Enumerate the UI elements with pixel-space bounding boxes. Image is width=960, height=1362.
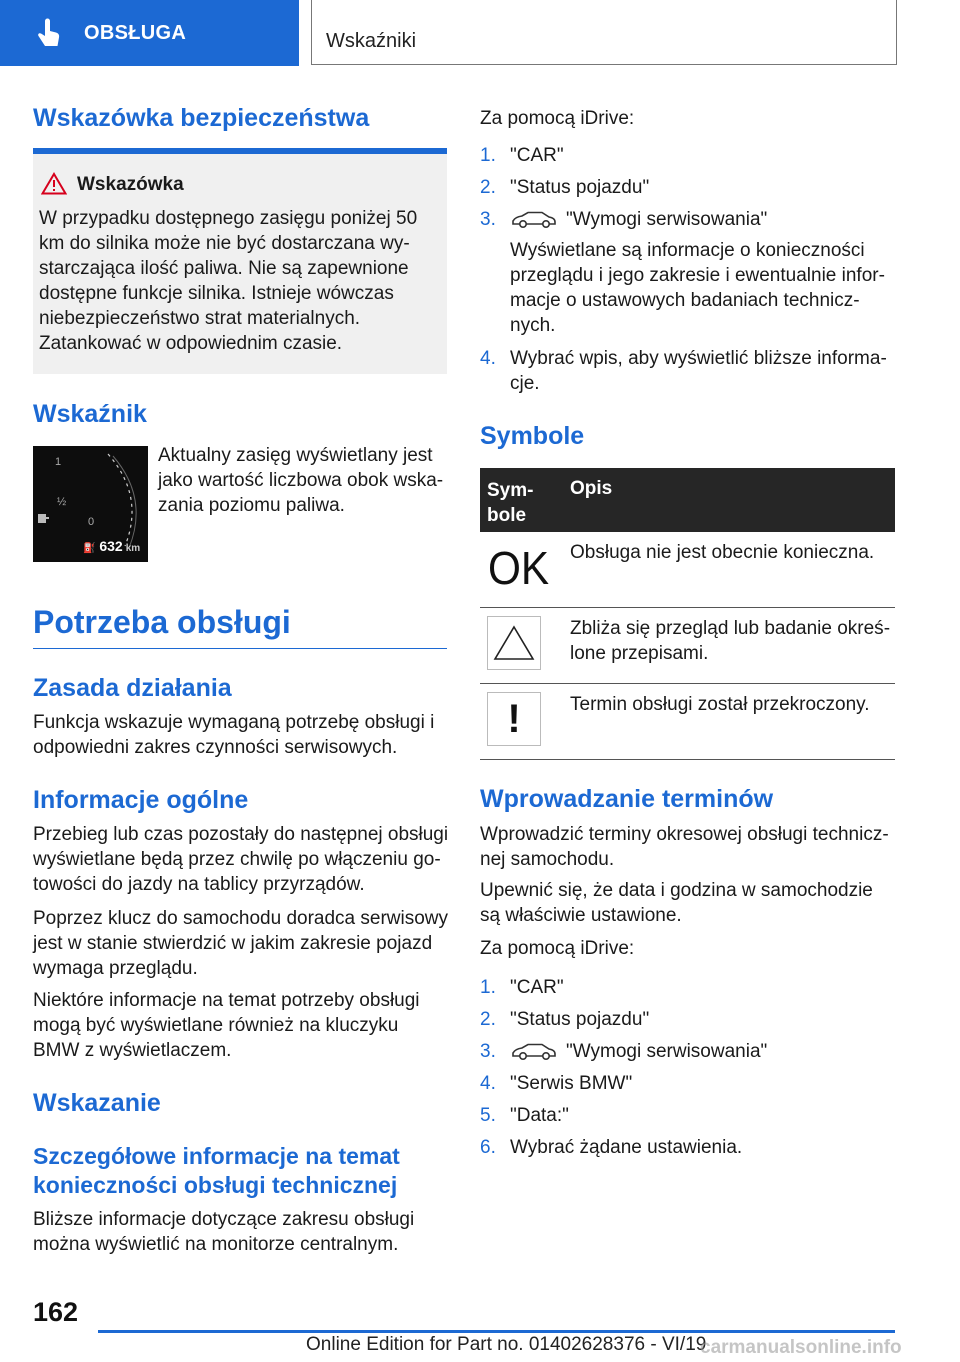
- warning-text: W przypadku dostępnego zasięgu poniżej 50 km do silnika może nie być dostarczana wystarczająca ilość paliwa. Nie są zapewnione dostępne funkcje silnika. Istnieje wówczas niebezpieczeństwo strat materialnych. Zatankować w odpowiednim czasie.: [39, 208, 418, 354]
- section-tab-label: OBSŁUGA: [84, 21, 187, 44]
- page-section-header: [311, 0, 897, 65]
- principle-heading: Zasada działania: [33, 674, 232, 702]
- general-paragraph-2: Poprzez klucz do samochodu doradca serwisowy jest w stanie stwierdzić w jakim zakresie pojazd wymaga przeglądu.: [33, 908, 449, 979]
- range-unit: km: [125, 543, 141, 554]
- steps-list-2: [480, 975, 895, 1160]
- section-tab[interactable]: [0, 0, 299, 66]
- list-item: 4. Wybrać wpis, aby wyświetlić bliższe informacje.: [480, 348, 887, 394]
- triangle-icon: [487, 616, 541, 670]
- gauge-tick-1: 1: [55, 456, 62, 468]
- steps-list-1: [480, 143, 895, 396]
- table-row: [480, 684, 895, 760]
- dates-paragraph-1: Wprowadzić terminy okresowej obsługi technicznej samochodu.: [480, 824, 889, 870]
- table-header: [480, 468, 895, 532]
- hand-pointer-icon: [36, 18, 62, 48]
- list-item: 2. "Status pojazdu": [480, 177, 650, 198]
- fuel-gauge-image: [33, 446, 148, 562]
- range-readout: [83, 538, 140, 554]
- warning-triangle-icon: [41, 172, 67, 195]
- car-service-icon: [510, 1043, 558, 1061]
- ok-icon: OK: [488, 542, 550, 594]
- footer-rule: [98, 1330, 895, 1333]
- row-description: Zbliża się przegląd lub badanie określone przepisami.: [570, 618, 891, 664]
- table-row: [480, 608, 895, 684]
- general-heading: Informacje ogólne: [33, 786, 249, 814]
- warning-title: Wskazówka: [77, 174, 184, 195]
- symbols-heading: Symbole: [480, 422, 585, 450]
- list-item: 3. "Wymogi serwisowania": [480, 1041, 768, 1062]
- list-item: 1. "CAR": [480, 145, 564, 166]
- list-item: 1. "CAR": [480, 977, 564, 998]
- general-paragraph-3: Niektóre informacje na temat potrzeby obsługi mogą być wyświetlane również na kluczyku BMW z wyświetlaczem.: [33, 990, 420, 1061]
- exclamation-icon: !: [487, 692, 541, 746]
- gauge-tick-0: 0: [88, 516, 95, 528]
- col-header-symbols: Symbole: [487, 480, 534, 526]
- table-row: [480, 532, 895, 608]
- row-description: Obsługa nie jest obecnie konieczna.: [570, 542, 875, 563]
- section-title: Wskaźniki: [326, 30, 417, 52]
- gauge-tick-half: ½: [57, 496, 67, 508]
- range-value: 632: [99, 538, 123, 554]
- detail-heading: Szczegółowe informacje na temat konieczności obsługi technicznej: [33, 1143, 400, 1198]
- indicator-heading: Wskaźnik: [33, 400, 147, 428]
- page-number: 162: [33, 1297, 79, 1327]
- fuel-pump-icon: ⛽: [83, 543, 96, 554]
- edition-text: Online Edition for Part no. 01402628376 - VI/19: [306, 1334, 707, 1355]
- step-note: Wyświetlane są informacje o konieczności przeglądu i jego zakresie i ewentualnie informacje o ustawowych badaniach technicznych.: [510, 240, 885, 336]
- list-item: 3. "Wymogi serwisowania": [480, 209, 768, 230]
- main-heading: Potrzeba obsługi: [33, 604, 291, 640]
- idrive-intro: Za pomocą iDrive:: [480, 108, 635, 129]
- list-item: 5. "Data:": [480, 1105, 569, 1126]
- watermark: carmanualsonline.info: [700, 1337, 902, 1358]
- general-paragraph-1: Przebieg lub czas pozostały do następnej obsługi wyświetlane będą przez chwilę po włączeniu gotowości do jazdy na tablicy przyrządów.: [33, 824, 449, 895]
- principle-text: Funkcja wskazuje wymaganą potrzebę obsługi i odpowiedni zakres czynności serwisowych.: [33, 712, 435, 758]
- col-header-description: Opis: [570, 478, 613, 499]
- heading-rule: [33, 648, 447, 649]
- idrive-intro-2: Za pomocą iDrive:: [480, 938, 635, 959]
- safety-heading: Wskazówka bezpieczeństwa: [33, 104, 370, 132]
- detail-text: Bliższe informacje dotyczące zakresu obsługi można wyświetlić na monitorze centralnym.: [33, 1209, 415, 1255]
- indicator-text: Aktualny zasięg wyświetlany jest jako wartość liczbowa obok wskazania poziomu paliwa.: [158, 445, 444, 516]
- list-item: 4. "Serwis BMW": [480, 1073, 633, 1094]
- car-service-icon: [510, 211, 558, 229]
- dates-heading: Wprowadzanie terminów: [480, 785, 774, 813]
- dates-paragraph-2: Upewnić się, że data i godzina w samochodzie są właściwie ustawione.: [480, 880, 873, 926]
- display-heading: Wskazanie: [33, 1089, 161, 1117]
- list-item: 6. Wybrać żądane ustawienia.: [480, 1137, 743, 1158]
- row-description: Termin obsługi został przekroczony.: [570, 694, 870, 715]
- warning-box: [33, 148, 447, 374]
- list-item: 2. "Status pojazdu": [480, 1009, 650, 1030]
